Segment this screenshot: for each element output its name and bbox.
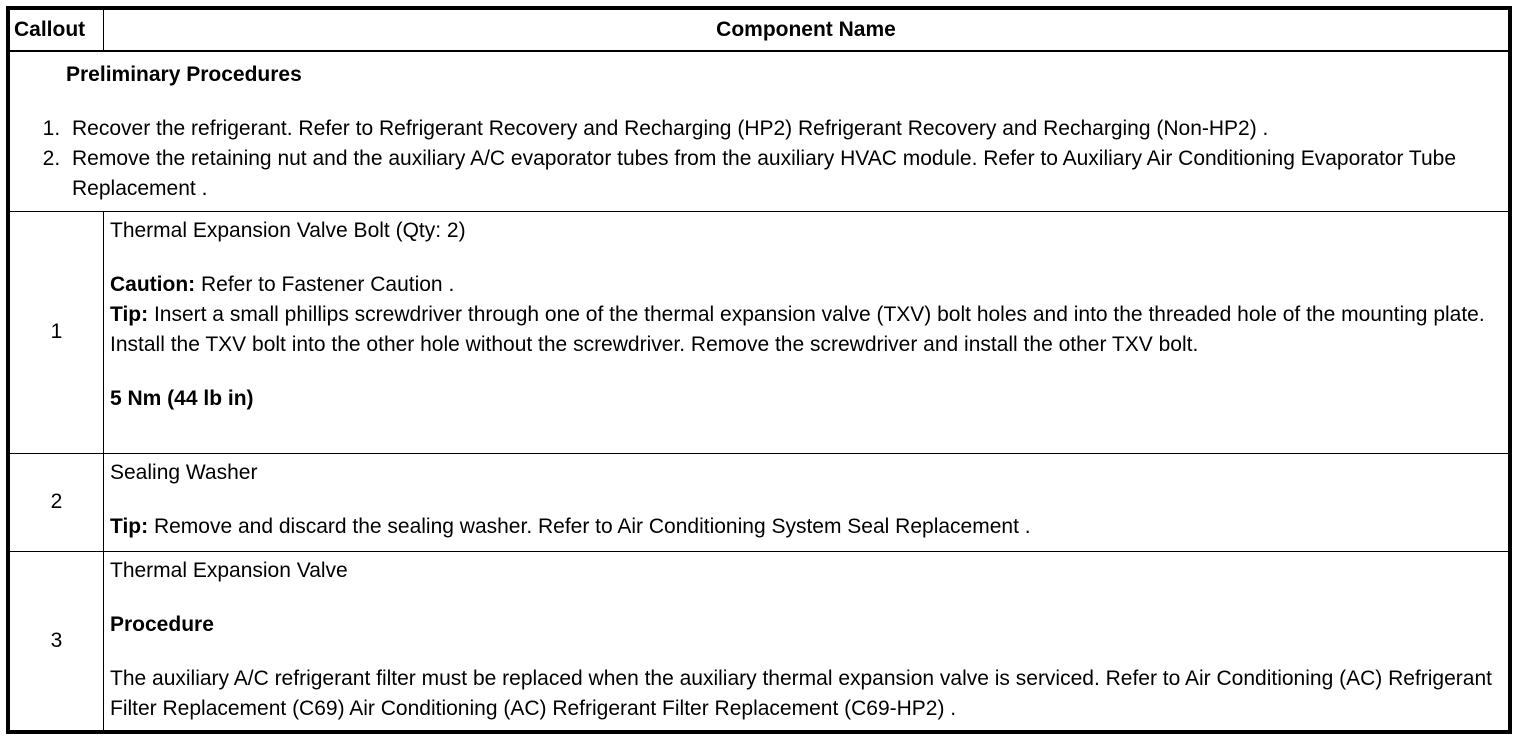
caution-note [110,270,1502,300]
callout-number: 1 [10,211,104,453]
preliminary-step: 2. Remove the retaining nut and the auxiliary A/C evaporator tubes from the auxiliary HVAC module. Refer to Auxiliary Air Conditioning Evaporator Tube Replacement . [66,144,1498,204]
preliminary-steps-list [28,114,1498,204]
component-name: Thermal Expansion Valve [110,558,348,582]
procedure-text: The auxiliary A/C refrigerant filter must be replaced when the auxiliary thermal expansion valve is serviced. Refer to Air Conditioning (AC) Refrigerant Filter Replacement (C69) Air Conditioning (AC) Refrigerant Filter Replacement (C69-HP2) . [110,666,1492,720]
tip-note [110,512,1502,542]
callout-number: 3 [10,551,104,731]
preliminary-procedures-title: Preliminary Procedures [66,63,302,86]
component-table-frame [6,6,1512,734]
component-name: Thermal Expansion Valve Bolt (Qty: 2) [110,218,466,242]
component-cell [104,211,1509,453]
preliminary-procedures-cell [10,51,1509,211]
component-cell [104,453,1509,551]
component-name-column-header: Component Name [104,10,1509,52]
tip-text: Insert a small phillips screwdriver through one of the thermal expansion valve (TXV) bolt holes and into the threaded hole of the mounting plate. Install the TXV bolt into the other hole without the screwdriver. Remove the screwdriver and install the other TXV bolt. [110,302,1485,356]
component-table [9,9,1509,731]
table-header-row [10,10,1509,52]
preliminary-procedures-row [10,51,1509,211]
procedure-heading: Procedure [110,612,214,636]
component-cell [104,551,1509,731]
table-row [10,211,1509,453]
tip-note [110,300,1502,360]
callout-number: 2 [10,453,104,551]
tip-text: Remove and discard the sealing washer. Refer to Air Conditioning System Seal Replacement . [148,514,1031,538]
tip-label: Tip: [110,302,149,326]
torque-spec: 5 Nm (44 lb in) [110,386,254,410]
component-name: Sealing Washer [110,460,258,484]
tip-label: Tip: [110,514,149,538]
preliminary-step: 1. Recover the refrigerant. Refer to Refrigerant Recovery and Recharging (HP2) Refrigerant Recovery and Recharging (Non-HP2) . [66,114,1498,144]
caution-text: Refer to Fastener Caution . [195,272,455,296]
caution-label: Caution: [110,272,196,296]
table-row [10,453,1509,551]
callout-column-header: Callout [10,10,104,52]
table-row [10,551,1509,731]
